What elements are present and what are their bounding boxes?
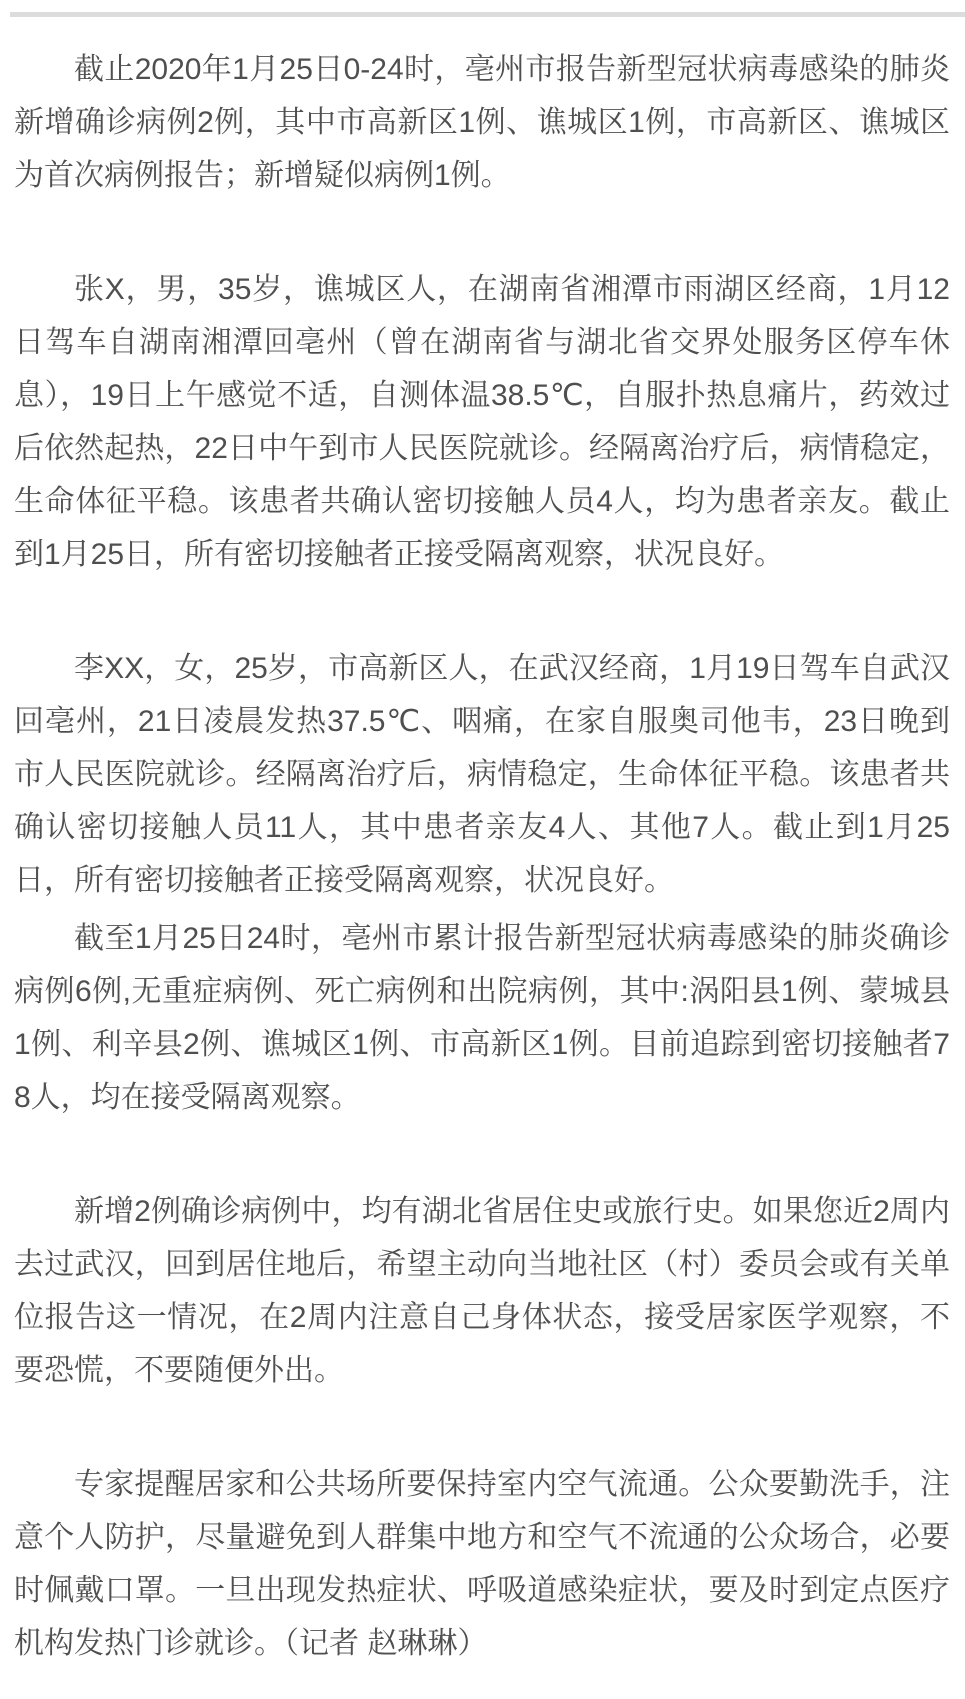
article-body: [14, 0, 950, 1670]
paragraph-public-notice: 新增2例确诊病例中，均有湖北省居住史或旅行史。如果您近2周内去过武汉，回到居住地后，希望主动向当地社区（村）委员会或有关单位报告这一情况，在2周内注意自己身体状态，接受居家医学观察，不要恐慌，不要随便外出。: [14, 1195, 950, 1387]
paragraph-case-li: 李XX，女，25岁，市高新区人，在武汉经商，1月19日驾车自武汉回亳州，21日凌晨发热37.5℃、咽痛，在家自服奥司他韦，23日晚到市人民医院就诊。经隔离治疗后，病情稳定，生命体征平稳。该患者共确认密切接触人员11人，其中患者亲友4人、其他7人。截止到1月25日，所有密切接触者正接受隔离观察，状况良好。: [14, 652, 950, 897]
paragraph-new-cases-summary: 截止2020年1月25日0-24时，亳州市报告新型冠状病毒感染的肺炎新增确诊病例2例，其中市高新区1例、谯城区1例，市高新区、谯城区为首次病例报告；新增疑似病例1例。: [14, 53, 950, 192]
paragraph-cumulative-stats: 截至1月25日24时，亳州市累计报告新型冠状病毒感染的肺炎确诊病例6例,无重症病例、死亡病例和出院病例，其中:涡阳县1例、蒙城县1例、利辛县2例、谯城区1例、市高新区1例。目前追踪到密切接触者78人，均在接受隔离观察。: [14, 922, 950, 1114]
paragraph-expert-advice: 专家提醒居家和公共场所要保持室内空气流通。公众要勤洗手，注意个人防护，尽量避免到人群集中地方和空气不流通的公众场合，必要时佩戴口罩。一旦出现发热症状、呼吸道感染症状，要及时到定点医疗机构发热门诊就诊。（记者 赵琳琳）: [14, 1468, 950, 1660]
paragraph-case-zhang: 张X，男，35岁，谯城区人，在湖南省湘潭市雨湖区经商，1月12日驾车自湖南湘潭回亳州（曾在湖南省与湖北省交界处服务区停车休息），19日上午感觉不适，自测体温38.5℃，自服扑热息痛片，药效过后依然起热，22日中午到市人民医院就诊。经隔离治疗后，病情稳定，生命体征平稳。该患者共确认密切接触人员4人，均为患者亲友。截止到1月25日，所有密切接触者正接受隔离观察，状况良好。: [14, 273, 950, 571]
